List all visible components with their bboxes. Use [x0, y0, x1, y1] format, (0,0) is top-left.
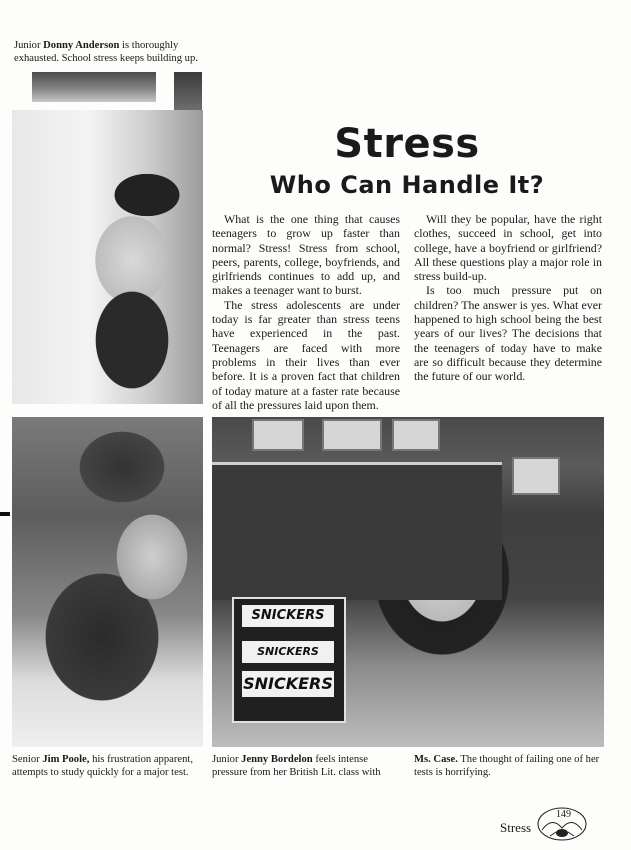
snickers-label: SNICKERS	[242, 605, 334, 627]
section-label: Stress	[500, 820, 532, 835]
page-subtitle: Who Can Handle It?	[269, 171, 545, 199]
photo-caption-jim: Senior Jim Poole, his frustration apparent, attempts to study quickly for a major test.	[12, 754, 193, 778]
wall-poster	[512, 457, 560, 495]
photo-fragment-top-right	[174, 72, 202, 110]
chalkboard	[212, 462, 502, 600]
wall-frame	[322, 419, 382, 451]
snickers-label: SNICKERS	[242, 671, 334, 697]
wall-frame	[392, 419, 440, 451]
photo-caption-ms-case: Ms. Case. The thought of failing one of her tests is horrifying.	[414, 754, 600, 778]
article-column-2	[414, 212, 602, 384]
page-title: Stress	[334, 121, 480, 167]
snickers-box	[232, 597, 346, 723]
paragraph: What is the one thing that causes teenagers to grow up faster than normal? Stress! Stress from school, peers, parents, college, boyfriends, and girlfriends continues to add up, and makes a teenager want to burst.	[212, 212, 400, 298]
paragraph: The stress adolescents are under today is far greater than stress teens have experienced in the past. Teenagers are faced with more problems in their lives than ever before. It is a proven fact that children of today mature at a faster rate because of all the pressures laid upon them.	[212, 297, 400, 412]
photo-jim-poole	[12, 417, 203, 747]
photo-donny-anderson	[12, 110, 203, 404]
snickers-label: SNICKERS	[242, 641, 334, 663]
photo-fragment-top	[32, 72, 156, 102]
wall-frame	[252, 419, 304, 451]
paragraph: Is too much pressure put on children? The answer is yes. What ever happened to high school being the best years of our lives? The decisions that the teenagers of today have to make are so difficult because they determine the future of our world.	[414, 283, 602, 384]
edge-mark	[0, 512, 10, 516]
page-number: 149	[556, 809, 571, 820]
photo-caption-donny: Junior Donny Anderson is thoroughly exhausted. School stress keeps building up.	[14, 40, 198, 64]
article-column-1	[212, 212, 400, 412]
photo-caption-jenny: Junior Jenny Bordelon feels intense pressure from her British Lit. class with	[212, 754, 381, 778]
photo-jenny-bordelon	[212, 417, 604, 747]
paragraph: Will they be popular, have the right clothes, succeed in school, get into college, have a boyfriend or girlfriend? All these questions play a major role in stress build-up.	[414, 212, 602, 284]
